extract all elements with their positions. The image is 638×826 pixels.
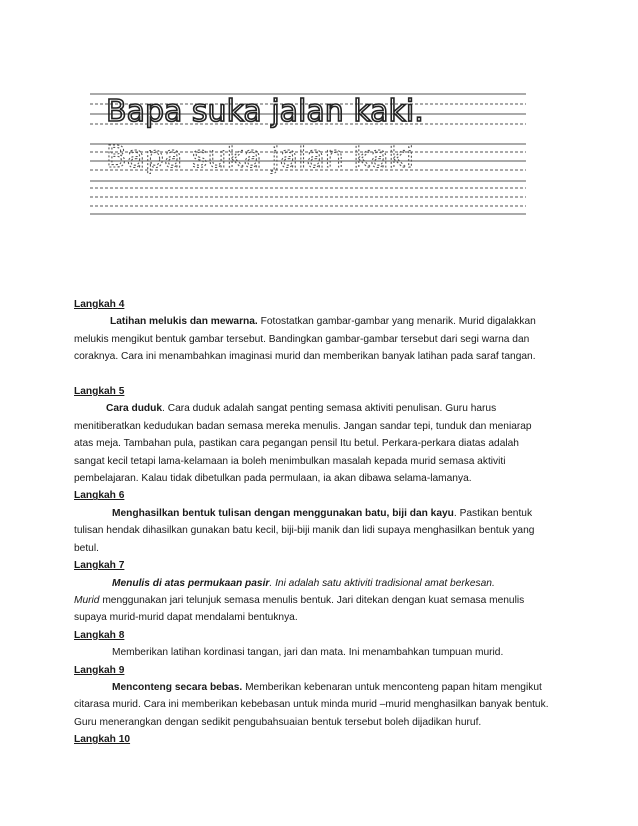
paragraph-line: Guru menerangkan dengan sedikit pengubahsuaian bentuk tersebut boleh dijadikan huruf. bbox=[74, 716, 482, 728]
heading-langkah-7: Langkah 7 bbox=[74, 560, 125, 572]
heading-langkah-8: Langkah 8 bbox=[74, 629, 125, 641]
text-run: . Ini adalah satu aktiviti tradisional amat berkesan. bbox=[269, 577, 495, 589]
paragraph-line: atas meja. Tambahan pula, pastikan cara pegangan pensil Itu betul. Perkara-perkara diatas adalah bbox=[74, 438, 519, 450]
paragraph-line bbox=[74, 679, 574, 696]
text-run: Murid bbox=[74, 594, 100, 606]
text-run: Fotostatkan gambar-gambar yang menarik. Murid digalakkan bbox=[257, 316, 536, 328]
section-title: Menghasilkan bentuk tulisan dengan menggunakan batu, biji dan kayu bbox=[112, 507, 454, 519]
paragraph-line bbox=[74, 400, 574, 417]
paragraph-line: menitiberatkan kedudukan badan semasa mereka menulis. Jangan sandar tepi, tunduk dan meniarap bbox=[74, 420, 532, 432]
document-body bbox=[74, 296, 574, 749]
handwriting-sample-dotted: Bapa suka jalan kaki bbox=[106, 140, 415, 175]
paragraph-line bbox=[74, 575, 574, 592]
paragraph-line bbox=[74, 505, 574, 522]
heading-langkah-5: Langkah 5 bbox=[74, 386, 125, 398]
paragraph-line: melukis mengikut bentuk gambar tersebut. Bandingkan gambar-gambar tersebut dari segi warna dan bbox=[74, 333, 530, 345]
handwriting-worksheet-figure bbox=[88, 86, 528, 221]
heading-langkah-10: Langkah 10 bbox=[74, 734, 131, 746]
paragraph-line: Memberikan latihan kordinasi tangan, jari dan mata. Ini menambahkan tumpuan murid. bbox=[112, 647, 504, 659]
paragraph-line: sangat kecil tetapi lama-kelamaan ia boleh menimbulkan masalah kepada murid semasa aktiviti bbox=[74, 455, 506, 467]
paragraph-line: pembelajaran. Kalau tidak dibetulkan pada permulaan, ia akan dibawa selama-lamanya. bbox=[74, 473, 472, 485]
section-title: Menconteng secara bebas. bbox=[112, 681, 243, 693]
section-title: Cara duduk bbox=[106, 403, 163, 415]
heading-langkah-4: Langkah 4 bbox=[74, 299, 125, 310]
paragraph-line: citarasa murid. Cara ini memberikan kebebasan untuk minda murid –murid menghasilkan banyak bentuk. bbox=[74, 699, 549, 711]
text-run: . Pastikan bentuk bbox=[453, 507, 533, 519]
paragraph-line: tulisan hendak dihasilkan gunakan batu kecil, biji-biji manik dan lidi supaya menghasilkan bentuk yang bbox=[74, 525, 535, 537]
paragraph-line bbox=[74, 313, 574, 330]
section-title: Latihan melukis dan mewarna. bbox=[110, 316, 258, 328]
section-title: Menulis di atas permukaan pasir bbox=[112, 577, 270, 589]
paragraph-line bbox=[74, 592, 574, 609]
text-run: menggunakan jari telunjuk semasa menulis bentuk. Jari ditekan dengan kuat semasa menulis bbox=[99, 594, 525, 606]
heading-langkah-6: Langkah 6 bbox=[74, 490, 125, 502]
paragraph-line: coraknya. Cara ini menambahkan imaginasi murid dan memberikan banyak latihan pada saraf tangan. bbox=[74, 351, 536, 363]
handwriting-lines-svg bbox=[88, 86, 528, 221]
paragraph-line: supaya murid-murid dapat mendalami bentuknya. bbox=[74, 612, 298, 624]
heading-langkah-9: Langkah 9 bbox=[74, 664, 125, 676]
blank-line bbox=[74, 366, 574, 383]
text-run: . Cara duduk adalah sangat penting semasa aktiviti penulisan. Guru harus bbox=[162, 403, 497, 415]
text-run: Memberikan kebenaran untuk menconteng papan hitam mengikut bbox=[242, 681, 542, 693]
paragraph-line: betul. bbox=[74, 542, 99, 554]
handwriting-sample-solid: Bapa suka jalan kaki. bbox=[106, 94, 424, 129]
